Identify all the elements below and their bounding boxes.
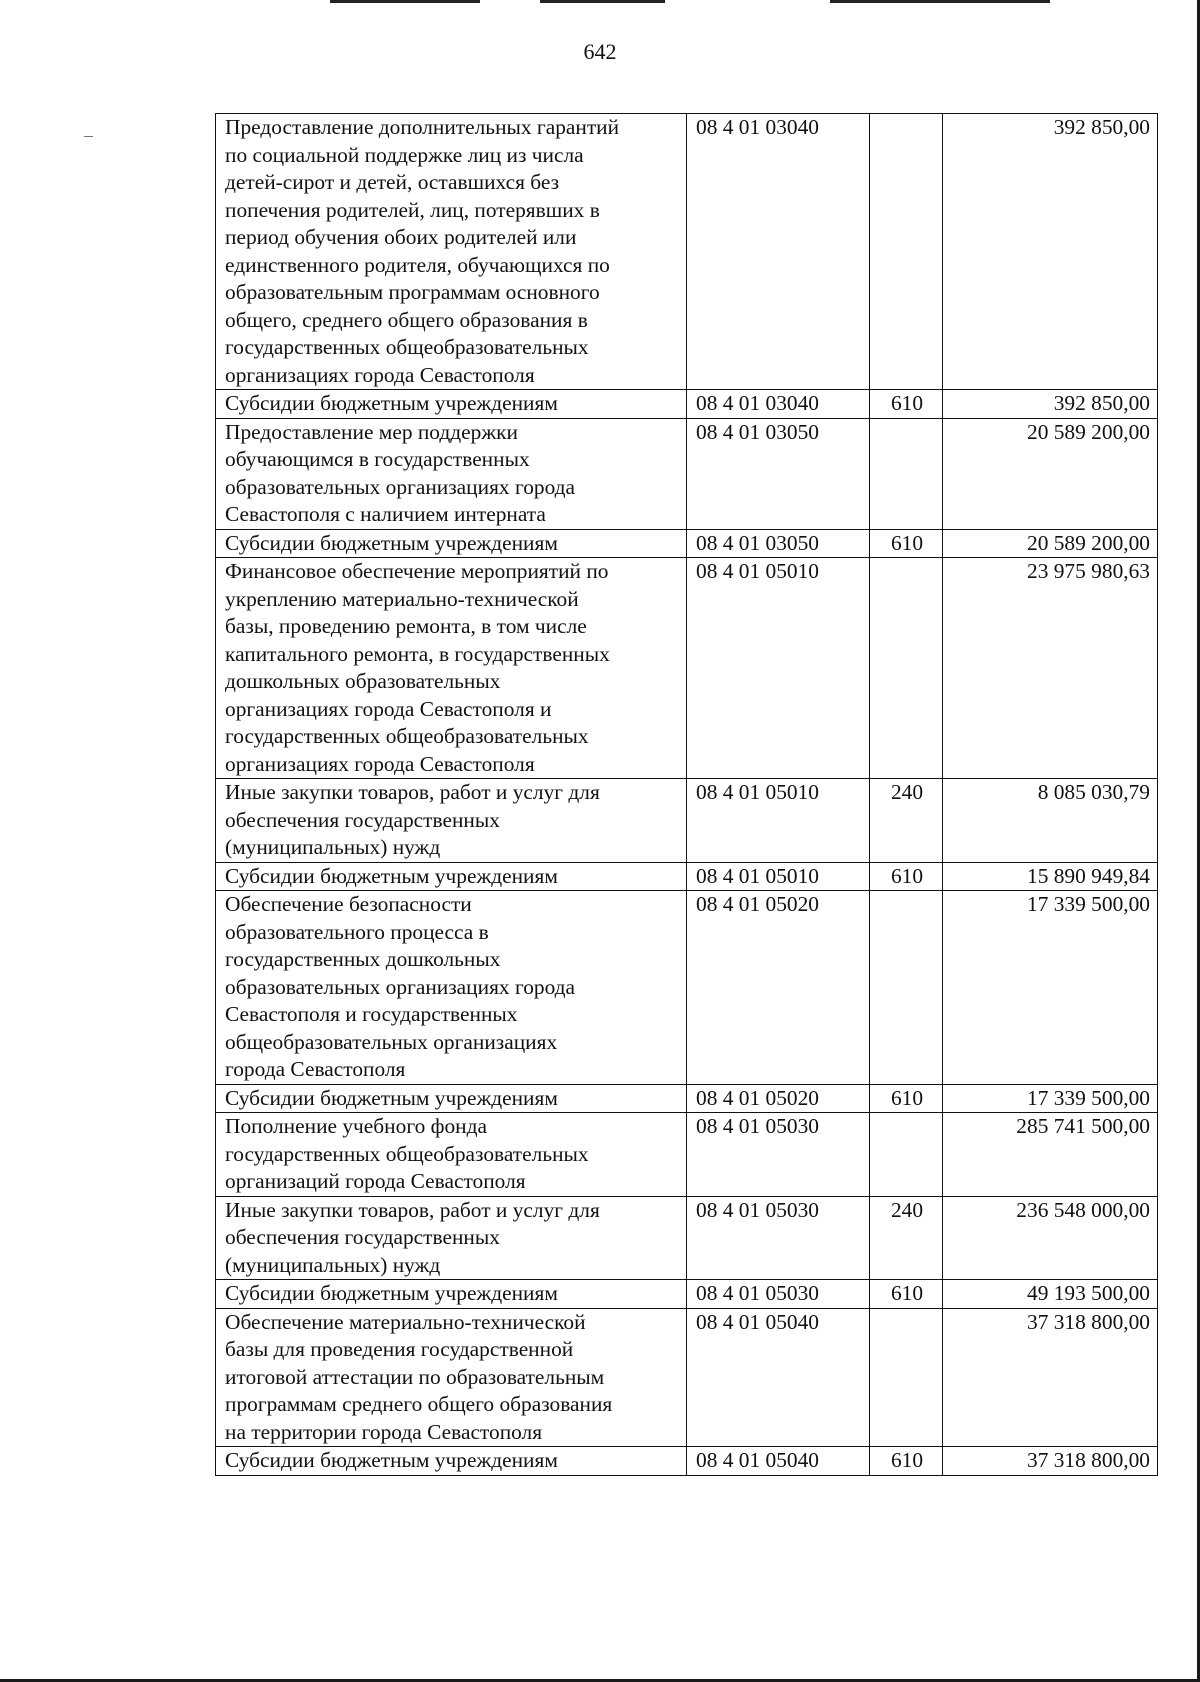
amount-cell: 37 318 800,00 [943,1447,1158,1476]
table-row [216,1196,1158,1280]
target-code-cell: 08 4 01 05030 [687,1280,870,1309]
expense-name-cell: Пополнение учебного фонда государственных общеобразовательных организаций города Севастополя [216,1113,687,1197]
target-code-cell: 08 4 01 05040 [687,1308,870,1447]
expense-type-cell: 610 [870,1084,943,1113]
expense-type-cell: 240 [870,779,943,863]
expense-type-cell: 610 [870,1280,943,1309]
target-code-cell: 08 4 01 05020 [687,1084,870,1113]
amount-cell: 17 339 500,00 [943,1084,1158,1113]
target-code-cell: 08 4 01 05010 [687,862,870,891]
expense-name-cell: Иные закупки товаров, работ и услуг для обеспечения государственных (муниципальных) нужд [216,1196,687,1280]
table-row [216,114,1158,390]
target-code-cell: 08 4 01 05030 [687,1196,870,1280]
expense-name-cell: Субсидии бюджетным учреждениям [216,1084,687,1113]
expense-name-cell: Субсидии бюджетным учреждениям [216,529,687,558]
expense-type-cell: 610 [870,862,943,891]
amount-cell: 8 085 030,79 [943,779,1158,863]
expense-name-cell: Предоставление дополнительных гарантий по социальной поддержке лиц из числа детей-сирот и детей, оставшихся без попечения родителей, лиц, потерявших в период обучения обоих родителей или единственного родителя, обучающихся по образовательным программам основного общего, среднего общего образования в государственных общеобразовательных организациях города Севастополя [216,114,687,390]
scan-top-edge [0,0,1200,3]
table-row [216,1308,1158,1447]
amount-cell: 23 975 980,63 [943,558,1158,779]
expense-name-cell: Субсидии бюджетным учреждениям [216,862,687,891]
amount-cell: 20 589 200,00 [943,529,1158,558]
target-code-cell: 08 4 01 03040 [687,390,870,419]
expense-name-cell: Финансовое обеспечение мероприятий по укреплению материально-технической базы, проведению ремонта, в том числе капитального ремонта, в государственных дошкольных образовательных организациях города Севастополя и государственных общеобразовательных организациях города Севастополя [216,558,687,779]
expense-name-cell: Субсидии бюджетным учреждениям [216,1447,687,1476]
expense-type-cell: 240 [870,1196,943,1280]
amount-cell: 392 850,00 [943,114,1158,390]
amount-cell: 20 589 200,00 [943,418,1158,529]
expense-type-cell: 610 [870,529,943,558]
target-code-cell: 08 4 01 03050 [687,529,870,558]
expense-name-cell: Обеспечение безопасности образовательного процесса в государственных дошкольных образовательных организациях города Севастополя и государственных общеобразовательных организациях города Севастополя [216,891,687,1085]
expense-type-cell [870,114,943,390]
expense-type-cell [870,1308,943,1447]
table-row [216,862,1158,891]
amount-cell: 49 193 500,00 [943,1280,1158,1309]
amount-cell: 285 741 500,00 [943,1113,1158,1197]
margin-mark [84,136,93,137]
budget-table-body [216,114,1158,1476]
target-code-cell: 08 4 01 03040 [687,114,870,390]
expense-type-cell: 610 [870,1447,943,1476]
amount-cell: 15 890 949,84 [943,862,1158,891]
target-code-cell: 08 4 01 05020 [687,891,870,1085]
amount-cell: 236 548 000,00 [943,1196,1158,1280]
table-row [216,891,1158,1085]
amount-cell: 17 339 500,00 [943,891,1158,1085]
expense-type-cell [870,1113,943,1197]
table-row [216,1280,1158,1309]
table-row [216,1113,1158,1197]
table-row [216,1084,1158,1113]
expense-type-cell [870,418,943,529]
expense-type-cell: 610 [870,390,943,419]
table-row [216,529,1158,558]
expense-name-cell: Иные закупки товаров, работ и услуг для обеспечения государственных (муниципальных) нужд [216,779,687,863]
target-code-cell: 08 4 01 05040 [687,1447,870,1476]
target-code-cell: 08 4 01 05010 [687,558,870,779]
table-row [216,418,1158,529]
expense-name-cell: Обеспечение материально-технической базы для проведения государственной итоговой аттестации по образовательным программам среднего общего образования на территории города Севастополя [216,1308,687,1447]
expense-type-cell [870,891,943,1085]
table-row [216,558,1158,779]
expense-name-cell: Субсидии бюджетным учреждениям [216,390,687,419]
expense-name-cell: Предоставление мер поддержки обучающимся в государственных образовательных организациях города Севастополя с наличием интерната [216,418,687,529]
page-number: 642 [583,39,617,64]
amount-cell: 392 850,00 [943,390,1158,419]
target-code-cell: 08 4 01 03050 [687,418,870,529]
budget-table [215,113,1158,1476]
table-row [216,1447,1158,1476]
target-code-cell: 08 4 01 05030 [687,1113,870,1197]
expense-name-cell: Субсидии бюджетным учреждениям [216,1280,687,1309]
amount-cell: 37 318 800,00 [943,1308,1158,1447]
target-code-cell: 08 4 01 05010 [687,779,870,863]
expense-type-cell [870,558,943,779]
table-row [216,779,1158,863]
table-row [216,390,1158,419]
